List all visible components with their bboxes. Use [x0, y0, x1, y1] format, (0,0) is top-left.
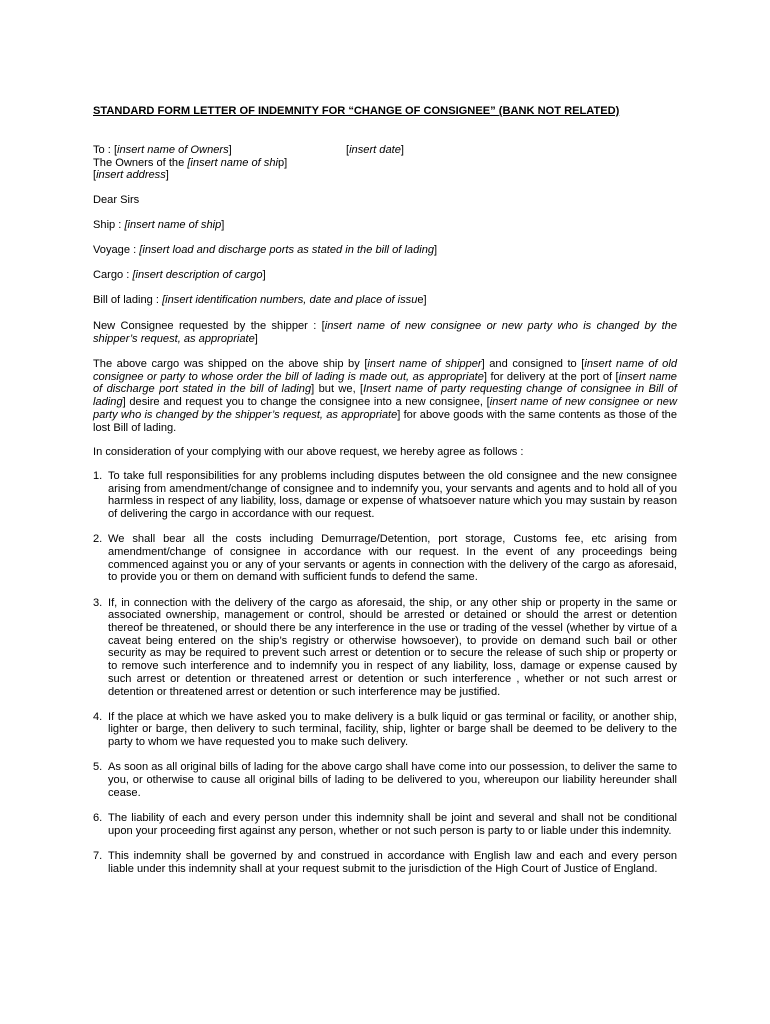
voyage-line — [93, 244, 677, 257]
item-text: We shall bear all the costs including Demurrage/Detention, port storage, Customs fee, etc arising from amendment/change of consignee in accordance with our request. In the event of any proceedings being commenced against you or any of your servants or agents in connection with the delivery of the cargo as aforesaid, to provide you or them on demand with sufficient funds to defend the same. — [108, 533, 677, 584]
item-number: 5. — [93, 761, 103, 774]
bracket: ] — [400, 144, 404, 156]
bracket: ] — [254, 332, 258, 345]
item-text: To take full responsibilities for any problems including disputes between the old consignee and the new consignee arising from amendment/change of consignee and to indemnify you, your servants and agents and to hold all of you harmless in respect of any liability, loss, damage or expense of whatsoever nature which you may sustain by reason of delivering the cargo in accordance with our request. — [108, 470, 677, 521]
item-number: 2. — [93, 533, 103, 546]
bracket: ] — [434, 244, 438, 256]
owners-of-label: The Owners of the — [93, 156, 188, 169]
new-consignee-placeholder: insert name of new consignee or new party who is changed by the shipper’s request, as appropriate — [93, 320, 677, 345]
item-text: If, in connection with the delivery of the cargo as aforesaid, the ship, or any other ship or property in the same or associated ownership, management or control, should be arrested or detained or should the arrest or detention thereof be threatened, or should there be any interference in the use or trading of the vessel (whether by virtue of a caveat being entered on the ship’s registry or otherwise howsoever), to provide on demand such bail or other security as may be required to prevent such arrest or detention or to secure the release of such ship or property or to remove such interference and to indemnify you in respect of any liability, loss, damage or expense caused by such arrest or detention or threatened arrest or detention or such interference , whether or not such arrest or detention or threatened arrest or detention or such interference may be justified. — [108, 596, 677, 698]
consideration-paragraph: In consideration of your complying with our above request, we hereby agree as follows : — [93, 446, 524, 458]
cargo-line — [93, 269, 677, 282]
bracket: p] — [277, 156, 288, 169]
item-number: 1. — [93, 470, 103, 482]
item-text: If the place at which we have asked you to make delivery is a bulk liquid or gas terminal or facility, or another ship, lighter or barge, then delivery to such terminal, facility, ship, lighter or barge shall be deemed to be delivery to the party to whom we have requested you to make such delivery. — [108, 710, 677, 749]
new-consignee-label: New Consignee requested by the shipper : [ — [93, 320, 325, 332]
discharge-port-placeholder: insert name of discharge port stated in the bill of lading — [93, 370, 677, 396]
undertakings-list — [93, 470, 677, 888]
bracket: ] — [165, 169, 169, 182]
date-field — [346, 144, 404, 157]
bill-label: Bill of lading : — [93, 294, 163, 306]
list-item — [93, 812, 677, 837]
bracket: [ — [93, 169, 97, 182]
list-item — [93, 850, 677, 875]
new-consignee-paragraph — [93, 320, 677, 345]
list-item — [93, 533, 677, 584]
bracket: ] — [228, 144, 232, 156]
voyage-placeholder: [insert load and discharge ports as stated in the bill of lading — [139, 244, 435, 256]
addressee-block — [93, 144, 287, 182]
cargo-placeholder: [insert description of cargo — [132, 269, 263, 281]
to-label: To : [ — [93, 144, 118, 156]
voyage-label: Voyage : — [93, 244, 140, 256]
item-number: 6. — [93, 811, 103, 824]
bracket: ] — [221, 219, 225, 231]
owners-of-line — [93, 157, 287, 170]
ship-line — [93, 219, 677, 232]
addressee-line — [93, 144, 287, 157]
requesting-party-placeholder: Insert name of party requesting change of consignee in Bill of lading — [93, 383, 677, 409]
address-placeholder: insert address — [96, 169, 166, 182]
request-paragraph — [93, 358, 677, 434]
document-title: STANDARD FORM LETTER OF INDEMNITY FOR “CHANGE OF CONSIGNEE” (BANK NOT RELATED) — [93, 105, 620, 117]
item-text: As soon as all original bills of lading for the above cargo shall have come into our possession, to deliver the same to you, or otherwise to cause all original bills of lading to be delivered to you, whereupon our liability hereunder shall cease. — [108, 761, 677, 799]
bracket: [ — [346, 144, 350, 156]
owners-name-placeholder: insert name of Owners — [117, 144, 229, 156]
shipper-placeholder: insert name of shipper — [367, 358, 482, 370]
item-text: This indemnity shall be governed by and construed in accordance with English law and each and every person liable under this indemnity shall at your request submit to the jurisdiction of the High Court of Justice of England. — [108, 849, 677, 875]
list-item — [93, 597, 677, 699]
list-item — [93, 711, 677, 749]
address-line — [93, 169, 287, 182]
item-number: 7. — [93, 849, 103, 862]
body-text: ] but we, [ — [311, 383, 364, 396]
cargo-label: Cargo : — [93, 269, 133, 281]
body-text: ] for above goods with the same contents as those of the lost Bill of lading. — [93, 408, 677, 434]
bill-placeholder: [insert identification numbers, date and place of issu — [162, 294, 418, 306]
bracket: ] — [262, 269, 266, 281]
body-text: ] for delivery at the port of [ — [483, 370, 619, 383]
ship-label: Ship : — [93, 219, 125, 231]
item-number: 4. — [93, 710, 103, 723]
list-item — [93, 761, 677, 799]
old-consignee-placeholder: insert name of old consignee or party to whose order the bill of lading is made out, as appropriate — [93, 358, 677, 383]
list-item — [93, 470, 677, 521]
new-consignee-placeholder-2: insert name of new consignee or new party who is changed by the shipper’s request, as appropriate — [93, 396, 677, 421]
ship-name-placeholder: [insert name of shi — [187, 156, 278, 169]
body-text: The above cargo was shipped on the above ship by [ — [93, 358, 368, 370]
bill-of-lading-line — [93, 294, 677, 307]
item-text: The liability of each and every person under this indemnity shall be joint and several and shall not be conditional upon your proceeding first against any person, whether or not such person is party to or liable under this indemnity. — [108, 811, 677, 837]
item-number: 3. — [93, 596, 103, 609]
bracket: e] — [417, 294, 427, 306]
date-placeholder: insert date — [349, 144, 401, 156]
ship-placeholder: [insert name of ship — [124, 219, 222, 231]
body-text: ] desire and request you to change the consignee into a new consignee, [ — [122, 396, 490, 409]
salutation: Dear Sirs — [93, 194, 140, 206]
body-text: ] and consigned to [ — [481, 358, 585, 370]
